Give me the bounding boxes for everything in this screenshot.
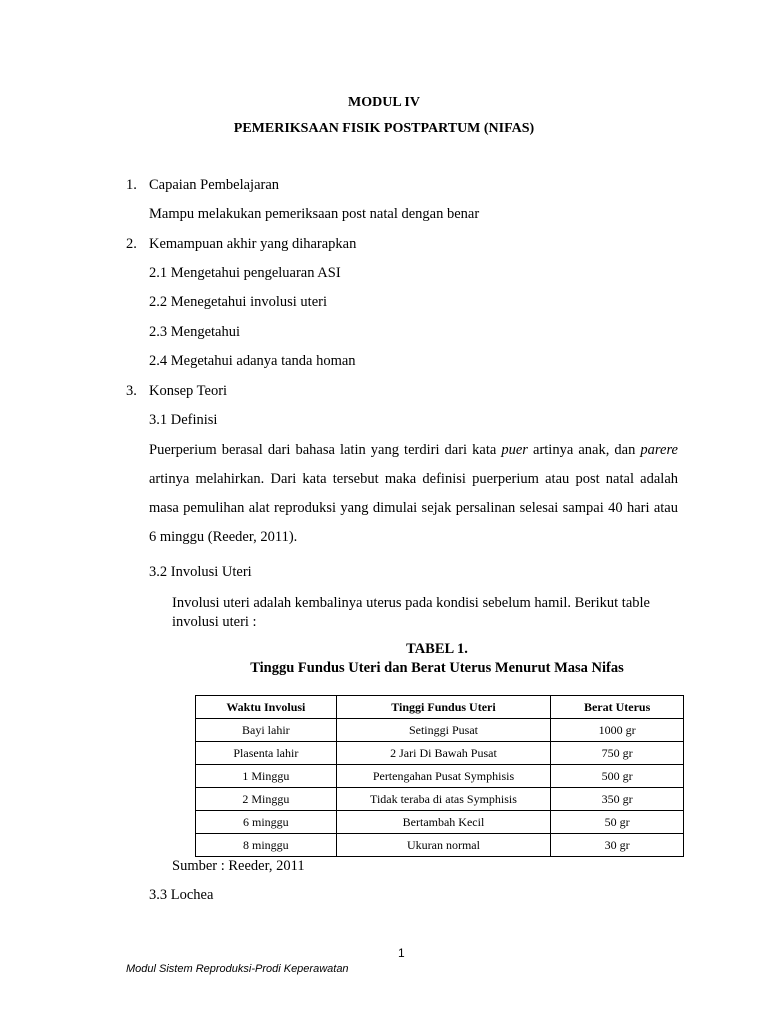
subsection-lochea-heading: 3.3 Lochea	[149, 887, 214, 903]
table-header-cell: Tinggi Fundus Uteri	[336, 696, 551, 719]
document-title: PEMERIKSAAN FISIK POSTPARTUM (NIFAS)	[233, 121, 535, 136]
table-row	[196, 719, 684, 742]
table-cell: 500 gr	[551, 765, 684, 788]
term-puer: puer	[501, 442, 528, 458]
section-3-number: 3.	[126, 383, 137, 399]
table-cell: Tidak teraba di atas Symphisis	[336, 788, 551, 811]
table-header-row	[196, 696, 684, 719]
subsection-definisi-heading: 3.1 Definisi	[149, 412, 218, 428]
page-number: 1	[398, 946, 405, 960]
table-cell: Plasenta lahir	[196, 742, 337, 765]
table-caption: TABEL 1.	[406, 641, 468, 657]
table-cell: 6 minggu	[196, 811, 337, 834]
table-cell: 2 Minggu	[196, 788, 337, 811]
table-header-cell: Berat Uterus	[551, 696, 684, 719]
table-cell: Bertambah Kecil	[336, 811, 551, 834]
involution-table	[195, 695, 684, 857]
subsection-involusi-heading: 3.2 Involusi Uteri	[149, 564, 252, 580]
footer-text: Modul Sistem Reproduksi-Prodi Keperawatan	[126, 963, 349, 975]
section-2-item: 2.2 Menegetahui involusi uteri	[149, 294, 327, 310]
term-parere: parere	[640, 442, 678, 458]
table-cell: 50 gr	[551, 811, 684, 834]
table-cell: 8 minggu	[196, 834, 337, 857]
table-cell: Ukuran normal	[336, 834, 551, 857]
definition-text: Puerperium berasal dari bahasa latin yang terdiri dari kata	[149, 442, 502, 458]
table-header-cell: Waktu Involusi	[196, 696, 337, 719]
table-cell: Pertengahan Pusat Symphisis	[336, 765, 551, 788]
table-row	[196, 834, 684, 857]
table-cell: 30 gr	[551, 834, 684, 857]
section-1-number: 1.	[126, 177, 137, 193]
table-cell: 2 Jari Di Bawah Pusat	[336, 742, 551, 765]
table-row	[196, 811, 684, 834]
definition-paragraph	[149, 436, 678, 552]
section-2-item: 2.1 Mengetahui pengeluaran ASI	[149, 265, 341, 281]
table-row	[196, 742, 684, 765]
table-row	[196, 788, 684, 811]
table-subcaption: Tinggu Fundus Uteri dan Berat Uterus Menurut Masa Nifas	[250, 660, 624, 676]
section-2-number: 2.	[126, 236, 137, 252]
section-2-title: Kemampuan akhir yang diharapkan	[149, 236, 357, 252]
table-cell: 350 gr	[551, 788, 684, 811]
section-1-title: Capaian Pembelajaran	[149, 177, 280, 193]
table-row	[196, 765, 684, 788]
table-source: Sumber : Reeder, 2011	[172, 858, 305, 874]
table-cell: 1000 gr	[551, 719, 684, 742]
table-cell: Setinggi Pusat	[336, 719, 551, 742]
table-cell: Bayi lahir	[196, 719, 337, 742]
module-number: MODUL IV	[348, 95, 420, 110]
section-2-item: 2.4 Megetahui adanya tanda homan	[149, 353, 356, 369]
section-1-body: Mampu melakukan pemeriksaan post natal dengan benar	[149, 206, 480, 222]
table-cell: 750 gr	[551, 742, 684, 765]
section-3-title: Konsep Teori	[149, 383, 228, 399]
definition-text: artinya anak, dan	[527, 442, 641, 458]
involusi-paragraph: Involusi uteri adalah kembalinya uterus pada kondisi sebelum hamil. Berikut table involusi uteri :	[172, 595, 650, 630]
table-cell: 1 Minggu	[196, 765, 337, 788]
definition-text: artinya melahirkan. Dari kata tersebut maka definisi puerperium atau post natal adalah masa pemulihan alat reproduksi yang dimulai sejak persalinan selesai sampai 40 hari atau 6 minggu (Reeder, 2011).	[149, 471, 678, 545]
section-2-item: 2.3 Mengetahui	[149, 324, 241, 340]
